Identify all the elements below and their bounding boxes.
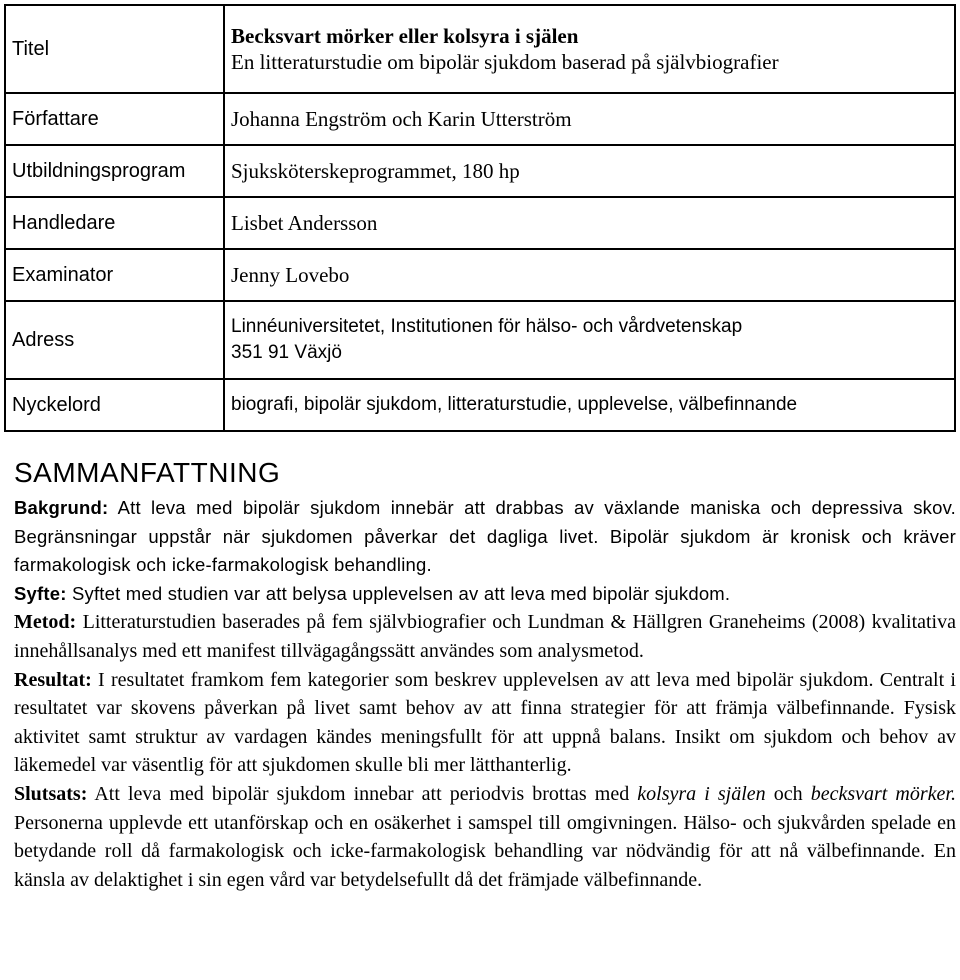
value-handledare: Lisbet Andersson bbox=[224, 197, 955, 249]
label-examinator: Examinator bbox=[5, 249, 224, 301]
adress-line-1: Linnéuniversitetet, Institutionen för hälso- och vårdvetenskap bbox=[231, 316, 743, 337]
label-utbildningsprogram: Utbildningsprogram bbox=[5, 145, 224, 197]
row-adress bbox=[5, 301, 955, 379]
syfte-paragraph bbox=[14, 580, 956, 609]
slutsats-paragraph bbox=[14, 780, 956, 894]
row-handledare bbox=[5, 197, 955, 249]
resultat-label: Resultat: bbox=[14, 668, 92, 691]
slutsats-label: Slutsats: bbox=[14, 782, 88, 805]
syfte-text: Syftet med studien var att belysa upplevelsen av att leva med bipolär sjukdom. bbox=[66, 582, 731, 604]
label-forfattare: Författare bbox=[5, 93, 224, 145]
bakgrund-label: Bakgrund: bbox=[14, 497, 109, 518]
bakgrund-text: Att leva med bipolär sjukdom innebär att drabbas av växlande maniska och depressiva skov. Begränsningar uppstår när sjukdomen påverkar det dagliga livet. Bipolär sjukdom är kronisk och kräver farmakologisk och icke-farmakologisk behandling. bbox=[14, 497, 956, 576]
label-handledare: Handledare bbox=[5, 197, 224, 249]
abstract-section bbox=[14, 456, 956, 894]
value-examinator: Jenny Lovebo bbox=[224, 249, 955, 301]
value-forfattare: Johanna Engström och Karin Utterström bbox=[224, 93, 955, 145]
value-nyckelord: biografi, bipolär sjukdom, litteraturstudie, upplevelse, välbefinnande bbox=[224, 379, 955, 431]
resultat-text: I resultatet framkom fem kategorier som beskrev upplevelsen av att leva med bipolär sjukdom. Centralt i resultatet var skovens påverkan på livet samt behov av att finna strategier för att främja välbefinnande. Fysisk aktivitet samt struktur av vardagen kändes meningsfullt för att uppnå balans. Insikt om sjukdom och behov av läkemedel var väsentlig för att sjukdomen skulle bli mer lätthanterlig. bbox=[14, 668, 956, 777]
row-utbildningsprogram bbox=[5, 145, 955, 197]
metod-label: Metod: bbox=[14, 611, 77, 634]
value-adress bbox=[224, 301, 955, 379]
slutsats-italic-2: becksvart mörker. bbox=[810, 782, 956, 805]
slutsats-text-1: Att leva med bipolär sjukdom innebar att periodvis brottas med bbox=[87, 782, 638, 805]
metadata-table bbox=[4, 4, 956, 432]
label-adress: Adress bbox=[5, 301, 224, 379]
value-titel bbox=[224, 5, 955, 93]
row-titel bbox=[5, 5, 955, 93]
bakgrund-paragraph bbox=[14, 494, 956, 580]
slutsats-italic-1: kolsyra i själen bbox=[637, 782, 766, 805]
metod-paragraph bbox=[14, 608, 956, 665]
label-titel: Titel bbox=[5, 5, 224, 93]
abstract-heading: SAMMANFATTNING bbox=[14, 457, 281, 488]
row-examinator bbox=[5, 249, 955, 301]
value-utbildningsprogram: Sjuksköterskeprogrammet, 180 hp bbox=[224, 145, 955, 197]
slutsats-text-3: Personerna upplevde ett utanförskap och en osäkerhet i samspel till omgivningen. Hälso- och sjukvården spelade en betydande roll då farmakologisk och icke-farmakologisk behandling var nödvändig för att nå välbefinnande. En känsla av delaktighet i sin egen vård var betydelsefullt då det främjade välbefinnande. bbox=[14, 811, 956, 891]
metod-text: Litteraturstudien baserades på fem självbiografier och Lundman & Hällgren Graneheims (2008) kvalitativa innehållsanalys med ett manifest tillvägagångssätt användes som analysmetod. bbox=[14, 611, 956, 662]
row-nyckelord bbox=[5, 379, 955, 431]
adress-line-2: 351 91 Växjö bbox=[231, 342, 342, 363]
syfte-label: Syfte: bbox=[14, 582, 67, 604]
title-subtitle: En litteraturstudie om bipolär sjukdom baserad på självbiografier bbox=[231, 50, 779, 74]
label-nyckelord: Nyckelord bbox=[5, 379, 224, 431]
slutsats-text-2: och bbox=[765, 782, 811, 805]
resultat-paragraph bbox=[14, 666, 956, 780]
title-main: Becksvart mörker eller kolsyra i själen bbox=[231, 24, 579, 48]
row-forfattare bbox=[5, 93, 955, 145]
